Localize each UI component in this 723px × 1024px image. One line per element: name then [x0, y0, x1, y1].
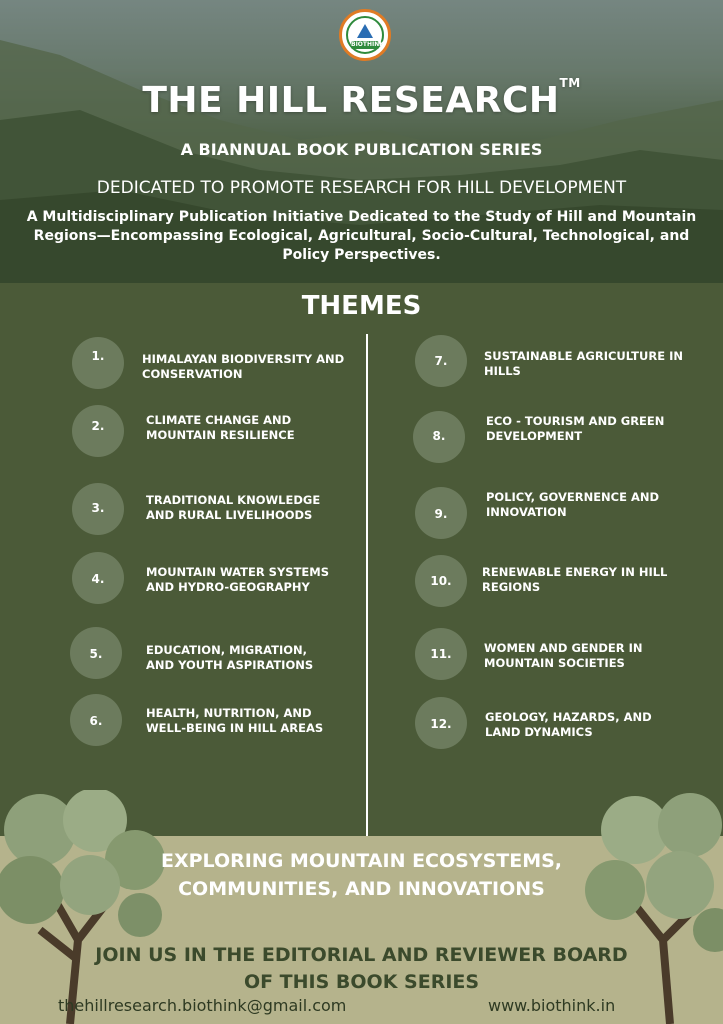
tagline: DEDICATED TO PROMOTE RESEARCH FOR HILL DEVELOPMENT	[96, 178, 627, 198]
theme-number-11: 11.	[415, 628, 467, 680]
trademark-mark: TM	[559, 76, 581, 90]
themes-heading: THEMES	[301, 291, 422, 321]
theme-label-3: TRADITIONAL KNOWLEDGE AND RURAL LIVELIHOODS	[146, 493, 321, 522]
theme-number-9: 9.	[415, 487, 467, 539]
series-subtitle: A BIANNUAL BOOK PUBLICATION SERIES	[180, 140, 543, 159]
theme-label-6: HEALTH, NUTRITION, AND WELL-BEING IN HILL AREAS	[146, 706, 324, 735]
theme-label-1: HIMALAYAN BIODIVERSITY AND CONSERVATION	[142, 352, 345, 381]
description: A Multidisciplinary Publication Initiative Dedicated to the Study of Hill and Mountain Regions—Encompassing Ecological, Agricultural, Socio-Cultural, Technological, and Policy Perspectives.	[26, 209, 697, 263]
theme-label-8: ECO - TOURISM AND GREEN DEVELOPMENT	[486, 414, 665, 443]
join-board-text: JOIN US IN THE EDITORIAL AND REVIEWER BOARD OF THIS BOOK SERIES	[95, 944, 628, 993]
theme-label-2: CLIMATE CHANGE AND MOUNTAIN RESILIENCE	[146, 413, 295, 442]
theme-label-5: EDUCATION, MIGRATION, AND YOUTH ASPIRATIONS	[146, 643, 314, 672]
column-divider	[366, 334, 368, 836]
logo-text: BIOTHINK	[351, 41, 384, 48]
theme-number-12: 12.	[415, 697, 467, 749]
theme-label-10: RENEWABLE ENERGY IN HILL REGIONS	[482, 565, 668, 594]
website-link[interactable]: www.biothink.in	[488, 996, 616, 1015]
theme-number-3: 3.	[72, 483, 124, 535]
theme-number-8: 8.	[413, 411, 465, 463]
theme-label-9: POLICY, GOVERNENCE AND INNOVATION	[486, 490, 660, 519]
theme-number-4: 4.	[72, 552, 124, 604]
theme-number-6: 6.	[70, 694, 122, 746]
theme-number-10: 10.	[415, 555, 467, 607]
page-title	[0, 76, 723, 121]
theme-number-7: 7.	[415, 335, 467, 387]
theme-label-11: WOMEN AND GENDER IN MOUNTAIN SOCIETIES	[484, 641, 643, 670]
theme-label-7: SUSTAINABLE AGRICULTURE IN HILLS	[484, 349, 683, 378]
theme-label-4: MOUNTAIN WATER SYSTEMS AND HYDRO-GEOGRAPHY	[146, 565, 329, 594]
explore-heading: EXPLORING MOUNTAIN ECOSYSTEMS, COMMUNITIES, AND INNOVATIONS	[160, 850, 563, 900]
contact-email-link[interactable]: thehillresearch.biothink@gmail.com	[58, 996, 347, 1015]
title-text: THE HILL RESEARCH	[142, 80, 560, 121]
theme-label-12: GEOLOGY, HAZARDS, AND LAND DYNAMICS	[485, 710, 652, 739]
theme-number-2: 2.	[72, 405, 124, 457]
biothink-logo	[339, 9, 391, 61]
theme-number-1: 1.	[72, 337, 124, 389]
theme-number-5: 5.	[70, 627, 122, 679]
